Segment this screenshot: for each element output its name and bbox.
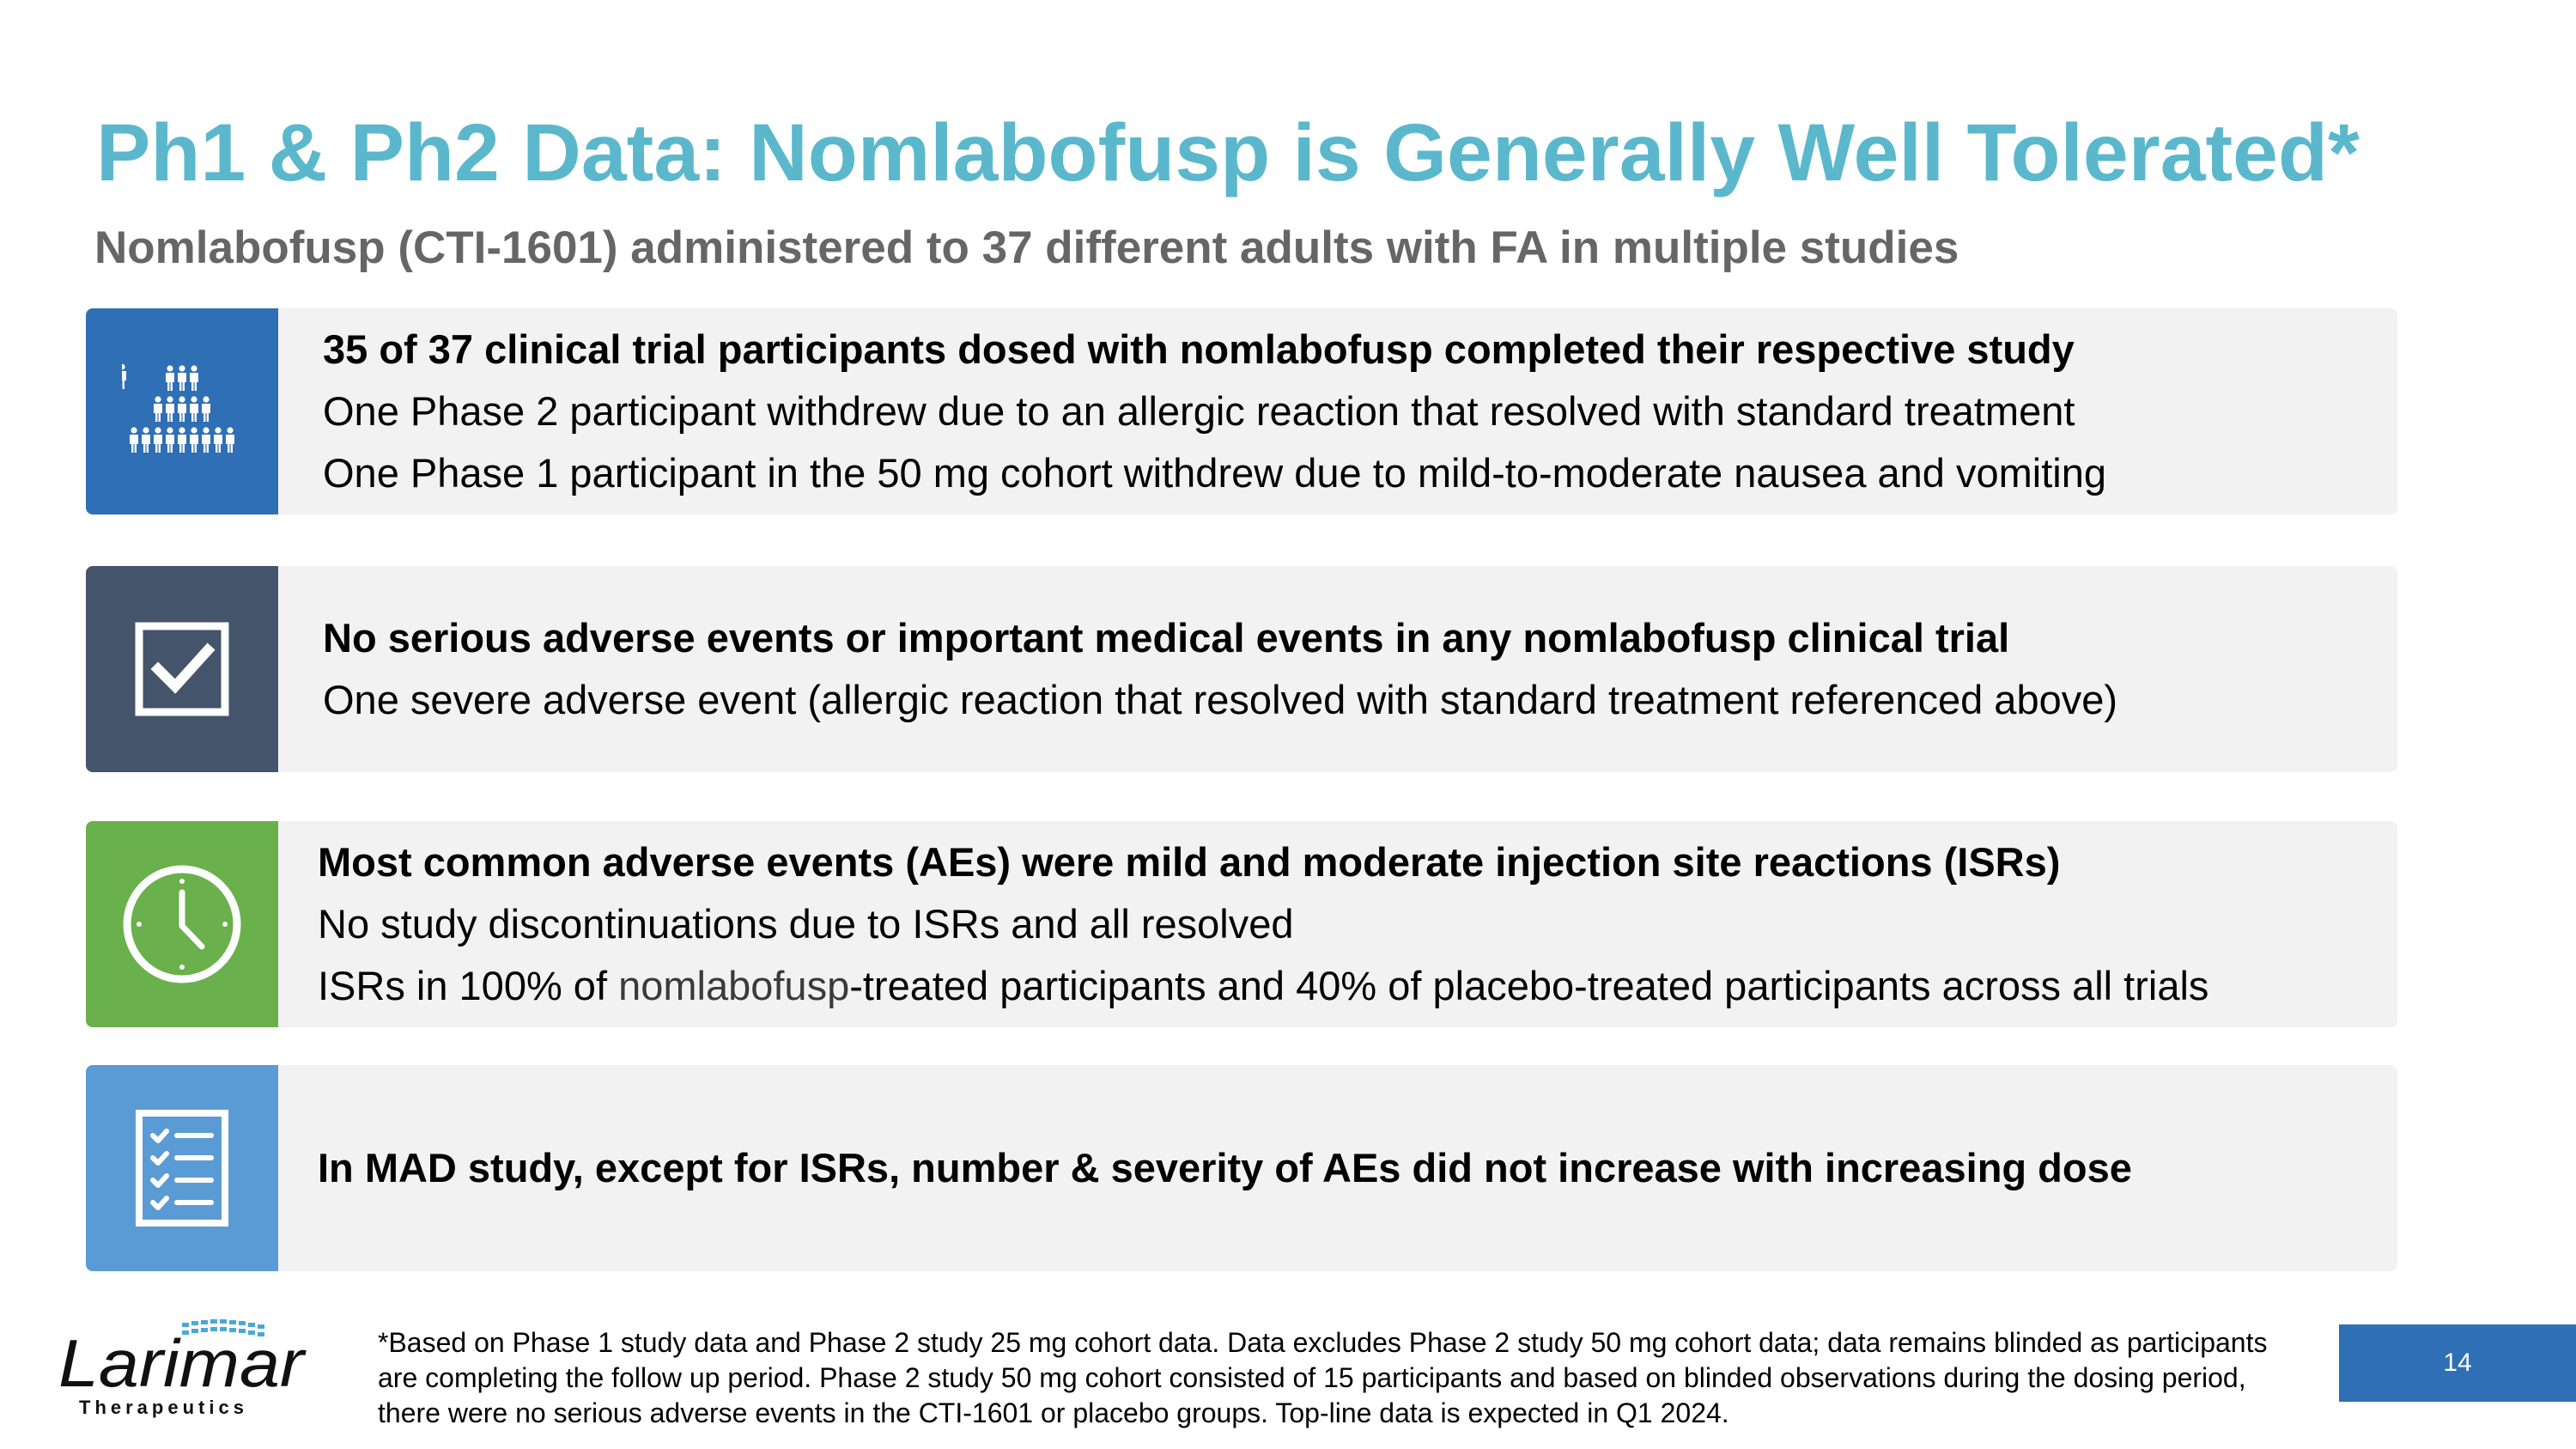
card-line: One Phase 2 participant withdrew due to an allergic reaction that resolved with standard treatment bbox=[323, 388, 2075, 434]
card-line-part: ISRs in 100% of bbox=[318, 963, 619, 1008]
page-number-badge bbox=[2339, 1324, 2576, 1402]
logo-subtitle: Therapeutics bbox=[79, 1397, 248, 1418]
card-icon-tile bbox=[86, 821, 278, 1027]
slide-title: Ph1 & Ph2 Data: Nomlabofusp is Generally Well Tolerated* bbox=[96, 107, 2360, 198]
info-card-safety bbox=[86, 566, 2397, 772]
info-card-mad-study bbox=[86, 1065, 2397, 1271]
card-line-part: nomlabofusp bbox=[618, 963, 850, 1008]
card-icon-tile bbox=[86, 1065, 278, 1271]
page-number: 14 bbox=[2443, 1349, 2472, 1377]
card-line: One severe adverse event (allergic reaction that resolved with standard treatment referenced above) bbox=[323, 677, 2118, 722]
clock-icon bbox=[119, 861, 245, 987]
checklist-icon bbox=[132, 1108, 232, 1228]
card-heading: Most common adverse events (AEs) were mild and moderate injection site reactions (ISRs) bbox=[318, 839, 2061, 885]
info-card-adverse-events bbox=[86, 821, 2397, 1027]
card-heading: 35 of 37 clinical trial participants dosed with nomlabofusp completed their respective study bbox=[323, 326, 2075, 372]
card-line: One Phase 1 participant in the 50 mg cohort withdrew due to mild-to-moderate nausea and vomiting bbox=[323, 450, 2106, 496]
people-group-icon bbox=[122, 364, 242, 459]
footnote: *Based on Phase 1 study data and Phase 2 study 25 mg cohort data. Data excludes Phase 2 study 50 mg cohort data; data remains blinded as participants are completing the follow up period. Phase 2 study 50 mg cohort consisted of 15 participants and based on blinded observations during the dosing period, there were no serious adverse events in the CTI-1601 or placebo groups. Top-line data is expected in Q1 2024. bbox=[378, 1327, 2268, 1428]
slide-subtitle: Nomlabofusp (CTI-1601) administered to 37 different adults with FA in multiple studies bbox=[94, 222, 1959, 273]
logo-wordmark: Larimar bbox=[58, 1325, 307, 1401]
card-line-part: -treated participants and 40% of placebo-treated participants across all trials bbox=[849, 963, 2209, 1008]
checkbox-icon bbox=[132, 619, 232, 719]
card-line-isr-rates bbox=[318, 955, 2363, 1017]
card-heading: In MAD study, except for ISRs, number & severity of AEs did not increase with increasing dose bbox=[318, 1145, 2132, 1190]
card-line: No study discontinuations due to ISRs and all resolved bbox=[318, 901, 1294, 947]
card-icon-tile bbox=[86, 308, 278, 514]
company-logo bbox=[53, 1314, 311, 1426]
card-heading: No serious adverse events or important medical events in any nomlabofusp clinical trial bbox=[323, 615, 2010, 661]
card-icon-tile bbox=[86, 566, 278, 772]
info-card-completion bbox=[86, 308, 2397, 514]
